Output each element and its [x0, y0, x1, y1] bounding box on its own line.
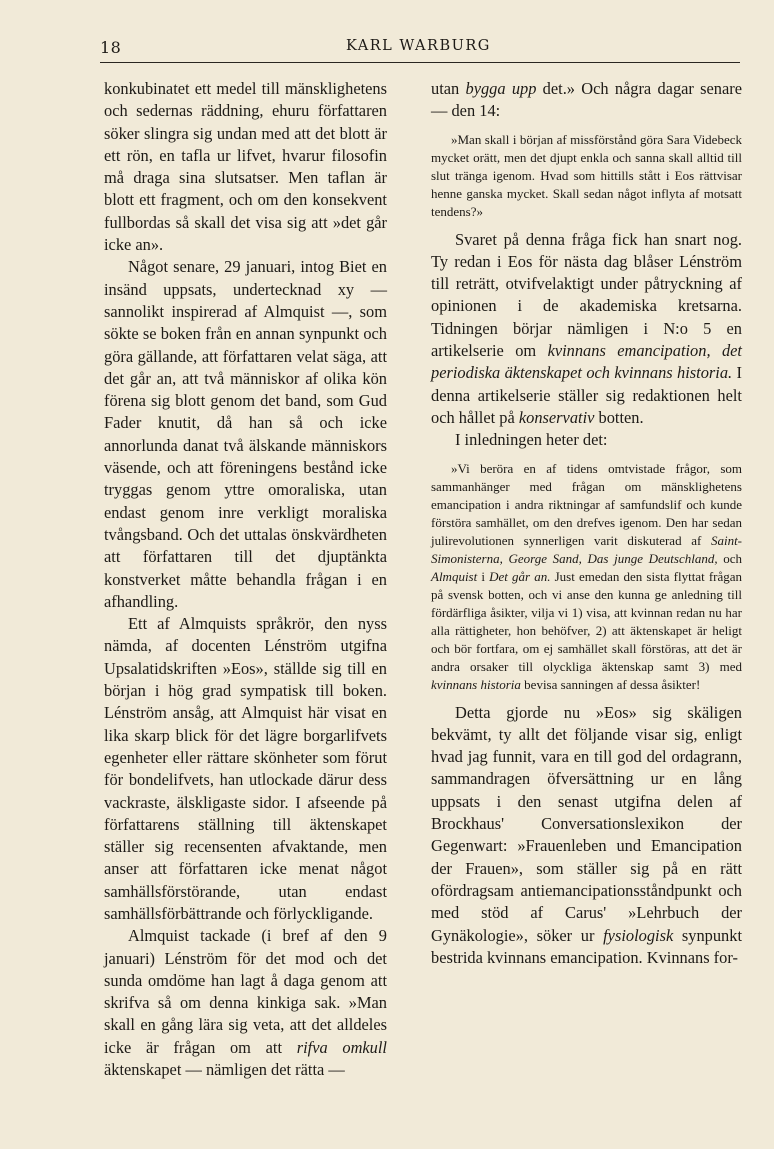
paragraph: Almquist tackade (i bref af den 9 januari) Lénström för det mod och det sunda omdöme han lagt å daga genom att skrifva så om denna kinkiga sak. »Man skall en gång lära sig veta, att det alldeles icke är frågan om att rifva omkull äktenskapet — nämligen det rätta — — [104, 926, 387, 1080]
page-header — [100, 38, 740, 62]
header-rule — [100, 62, 740, 63]
emphasis: konservativ — [518, 407, 595, 427]
block-quote: »Vi beröra en af tidens omtvistade frågor, som sammanhänger med frågan om mänsklighetens emancipation i andra riktningar af samfundslif och kunde förstöra samhället, om den drefves igenom. Den har sedan julirevolutionen synnerligen varit diskuterad af Saint-Simonisterna, George Sand, Das junge Deutschland, och Almquist i Det går an. Just emedan den sista flyttat frågan på svensk botten, och vi anse den kunna ge anledning till fördärfliga åsikter, vilja vi 1) visa, att kvinnan redan nu har alla rättigheter, hon behöfver, 2) att äktenskapet är heligt och bör fortfara, om ej samhället skall förstöras, att det är andra orsaker till olyckliga äktenskap samt 3) med kvinnans historia bevisa sanningen af dessa åsikter! — [431, 460, 743, 692]
emphasis: Almquist — [431, 568, 478, 584]
emphasis: bygga upp — [465, 79, 537, 98]
left-column — [104, 78, 387, 1081]
paragraph: I inledningen heter det: — [455, 430, 608, 450]
paragraph: Detta gjorde nu »Eos» sig skäligen bekvämt, ty allt det följande visar sig, enligt hvad jag funnit, vara en till god del ordagrann, sammandragen öfversättning ur en lång uppsats i den senast utgifna delen af Brockhaus' Conversationslexikon der Gegenwart: »Frauenleben und Emancipation der Frauen», som ställer sig på en rätt ofördragsam antiemancipationsståndpunkt och med stöd af Carus' »Lehrbuch der Gynäkologie», söker ur fysiologisk synpunkt bestrida kvinnans emancipation. Kvinnans for- — [431, 702, 742, 967]
block-quote: »Man skall i början af missförstånd göra Sara Videbeck mycket orätt, men det djupt enkla och sanna skall alltid till slut tränga igenom. Hvad som hittills stått i Eos rättvisar henne ganska mycket. Skall sedan något inflyta af motsatt tendens?» — [431, 131, 742, 219]
emphasis: rifva omkull — [296, 1037, 387, 1057]
emphasis: fysiologisk — [603, 925, 674, 945]
running-head: KARL WARBURG — [346, 38, 491, 54]
paragraph: konkubinatet ett medel till mänsklighetens och sedernas räddning, ehuru författaren söker slingra sig undan med att det blott är ett rön, en tafla ur lifvet, hvarur filosofin må draga sina slutsatser. Men taflan är blott ett fragment, och om den konsekvent fullbordas så skall det visa sig att »det går icke an». — [104, 79, 387, 255]
paragraph: Något senare, 29 januari, intog Biet en insänd uppsats, undertecknad xy — sannolikt inspirerad af Almquist —, som sökte se boken från en annan synpunkt och göra gällande, att författaren velat säga, att det går an, att två människor af olika kön förena sig blott genom det band, som Gud Fader knutit, då han så och icke annorlunda danat två älskande människors väsende, och att föreningens bestånd icke tryggas genom yttre omoraliska, utan endast genom inre verkligt moraliska tvångsband. Och det uttalas önskvärdheten att författaren till det djuptänkta konstverket måtte behandla frågan i en afhandling. — [104, 257, 387, 611]
paragraph: Ett af Almquists språkrör, den nyss nämda, af docenten Lénström utgifna Upsalatidskriften »Eos», ställde sig till en början i hög grad sympatisk till boken. Lénström ansåg, att Almquist här visat en lika skarp blick för det lägre borgarlifvets egenheter eller rättare skönheter som förut för bondelifvets, han utlockade därur dess vackraste, älskligaste sidor. I afseende på författarens ställning till äktenskapet ställer sig recensenten afvaktande, men anser att författaren icke menat något samhällsförstörande, utan endast samhällsförbättrande och förlyckligande. — [104, 614, 387, 923]
emphasis: Det går an. — [489, 568, 551, 584]
paragraph: utan bygga upp det.» Och några dagar senare — den 14: — [431, 79, 742, 121]
emphasis: kvinnans emancipation, det periodiska äktenskapet och kvinnans historia. — [431, 341, 742, 383]
emphasis: kvinnans historia — [431, 676, 521, 692]
right-column — [431, 78, 742, 969]
emphasis: Saint-Simonisterna, George Sand, Das junge Deutschland, — [431, 532, 743, 566]
page-number: 18 — [100, 38, 122, 57]
paragraph: Svaret på denna fråga fick han snart nog. Ty redan i Eos för nästa dag blåser Lénström till reträtt, otvifvelaktigt under påtryckning af opinionen i de akademiska kretsarna. Tidningen börjar nämligen i N:o 5 en artikelserie om kvinnans emancipation, det periodiska äktenskapet och kvinnans historia. I denna artikelserie ställer sig redaktionen helt och hållet på konservativ botten. — [431, 229, 742, 427]
